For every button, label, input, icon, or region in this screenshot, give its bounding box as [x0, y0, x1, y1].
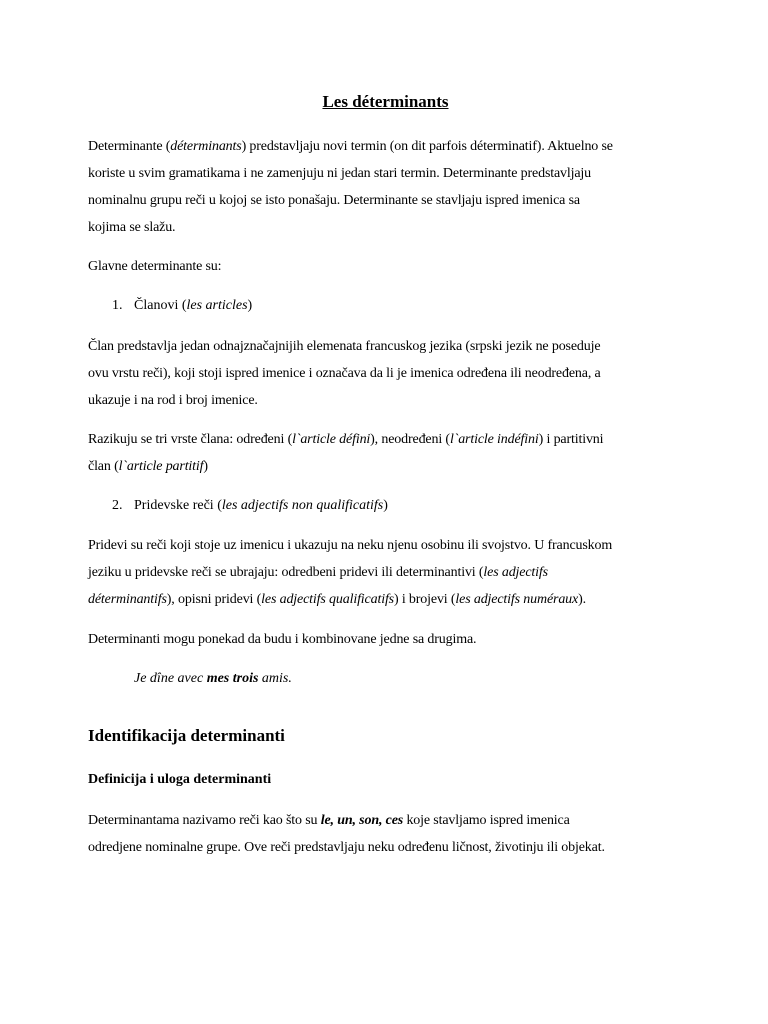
document-page	[88, 0, 683, 1024]
example-sentence: Je dîne avec mes trois amis.	[134, 671, 292, 686]
document-title: Les déterminants	[322, 92, 449, 111]
list-item-adjectives: 2. Pridevske reči (les adjectifs non qualificatifs)	[112, 498, 388, 513]
combination-paragraph: Determinanti mogu ponekad da budu i kombinovane jedne sa drugima.	[88, 632, 477, 647]
definition-paragraph: Determinantama nazivamo reči kao što su le, un, son, ces koje stavljamo ispred imenica odredjene nominalne grupe. Ove reči predstavljaju neku određenu ličnost, životinju ili objekat.	[88, 813, 605, 855]
adjectives-paragraph: Pridevi su reči koji stoje uz imenicu i ukazuju na neku njenu osobinu ili svojstvo. U francuskom jeziku u pridevske reči se ubrajaju: odredbeni pridevi ili determinantivi (les adjectifs déterminantifs), opisni pridevi (les adjectifs qualificatifs) i brojevi (les adjectifs numéraux).	[88, 538, 613, 607]
article-paragraph: Član predstavlja jedan odnajznačajnijih elemenata francuskog jezika (srpski jezik ne poseduje ovu vrstu reči), koji stoji ispred imenice i označava da li je imenica određena ili neodređena, a ukazuje i na rod i broj imenice.	[88, 339, 601, 408]
article-types-paragraph: Razikuju se tri vrste člana: određeni (l`article défini), neodređeni (l`article indéfini) i partitivni član (l`article partitif)	[88, 432, 604, 474]
main-determinants-intro: Glavne determinante su:	[88, 259, 222, 274]
intro-paragraph: Determinante (déterminants) predstavljaju novi termin (on dit parfois déterminatif). Aktuelno se koriste u svim gramatikama i ne zamenjuju ni jedan stari termin. Determinante predstavljaju nominalnu grupu reči u kojoj se isto ponašaju. Determinante se stavljaju ispred imenica sa kojima se slažu.	[88, 139, 613, 235]
subsection-heading: Definicija i uloga determinanti	[88, 772, 272, 787]
section-heading: Identifikacija determinanti	[88, 726, 285, 745]
list-item-articles: 1. Članovi (les articles)	[112, 298, 253, 313]
